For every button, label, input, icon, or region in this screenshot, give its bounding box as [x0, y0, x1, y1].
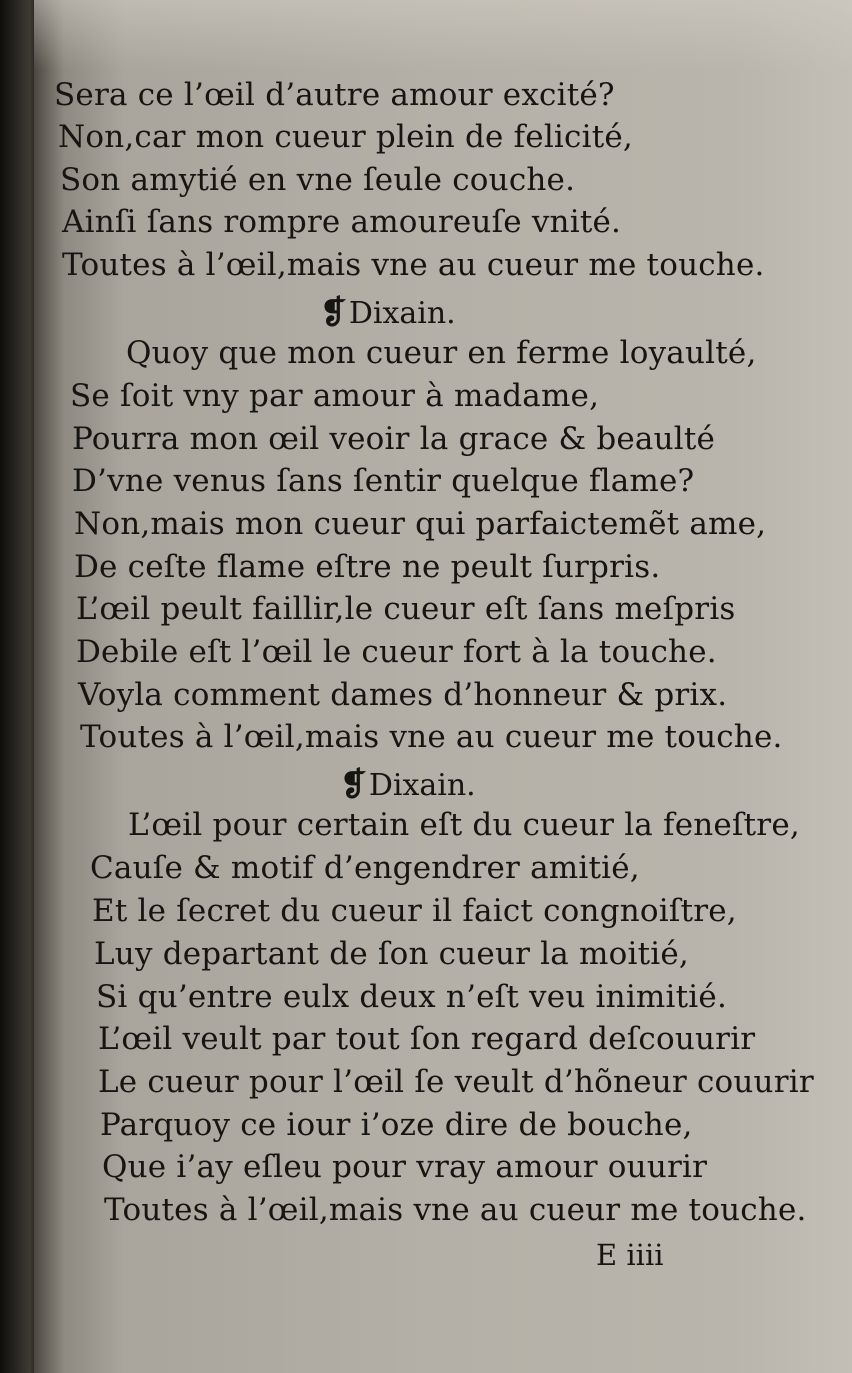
verse-line: Debile eſt l’œil le cueur fort à la touche.: [76, 634, 717, 670]
verse-line: Quoy que mon cueur en ferme loyaulté,: [126, 335, 757, 371]
pilcrow-icon: ❡: [340, 765, 367, 803]
dixain-heading: [320, 293, 456, 331]
verse-line: Cauſe & motif d’engendrer amitié,: [90, 850, 640, 886]
pilcrow-icon: ❡: [320, 293, 347, 331]
verse-line: Toutes à l’œil,mais vne au cueur me touche.: [62, 247, 765, 283]
book-page: [34, 0, 852, 1373]
signature-mark: E iiii: [596, 1238, 664, 1272]
verse-line: Non,car mon cueur plein de felicité,: [58, 119, 633, 155]
verse-line: Son amytié en vne ſeule couche.: [60, 162, 576, 198]
verse-line: De ceſte flame eſtre ne peult ſurpris.: [74, 549, 661, 585]
verse-line: Toutes à l’œil,mais vne au cueur me touche.: [104, 1192, 807, 1228]
verse-line: Voyla comment dames d’honneur & prix.: [78, 677, 728, 713]
verse-line: Non,mais mon cueur qui parfaictemẽt ame,: [74, 506, 767, 542]
verse-line: Parquoy ce iour i’oze dire de bouche,: [100, 1107, 693, 1143]
dixain-heading: [340, 765, 476, 803]
verse-line: D’vne venus ſans ſentir quelque flame?: [72, 463, 695, 499]
verse-line: Et le ſecret du cueur il faict congnoiſtre,: [92, 893, 737, 929]
verse-line: Se ſoit vny par amour à madame,: [70, 378, 600, 414]
dixain-title: Dixain.: [368, 768, 476, 803]
verse-line: L’œil pour certain eſt du cueur la feneſtre,: [128, 807, 800, 843]
verse-line: Pourra mon œil veoir la grace & beaulté: [72, 421, 716, 457]
verse-line: Luy departant de ſon cueur la moitié,: [94, 936, 689, 972]
verse-line: Le cueur pour l’œil ſe veult d’hõneur couurir: [98, 1064, 814, 1100]
verse-line: Ainſi ſans rompre amoureuſe vnité.: [62, 204, 622, 240]
verse-line: Sera ce l’œil d’autre amour excité?: [54, 77, 615, 113]
verse-line: L’œil veult par tout ſon regard deſcouurir: [98, 1021, 756, 1057]
verse-line: L’œil peult faillir,le cueur eſt ſans meſpris: [76, 591, 736, 627]
verse-line: Toutes à l’œil,mais vne au cueur me touche.: [80, 719, 783, 755]
dixain-title: Dixain.: [348, 296, 456, 331]
verse-line: Que i’ay eſleu pour vray amour ouurir: [102, 1149, 708, 1185]
verse-line: Si qu’entre eulx deux n’eſt veu inimitié.: [96, 979, 728, 1015]
